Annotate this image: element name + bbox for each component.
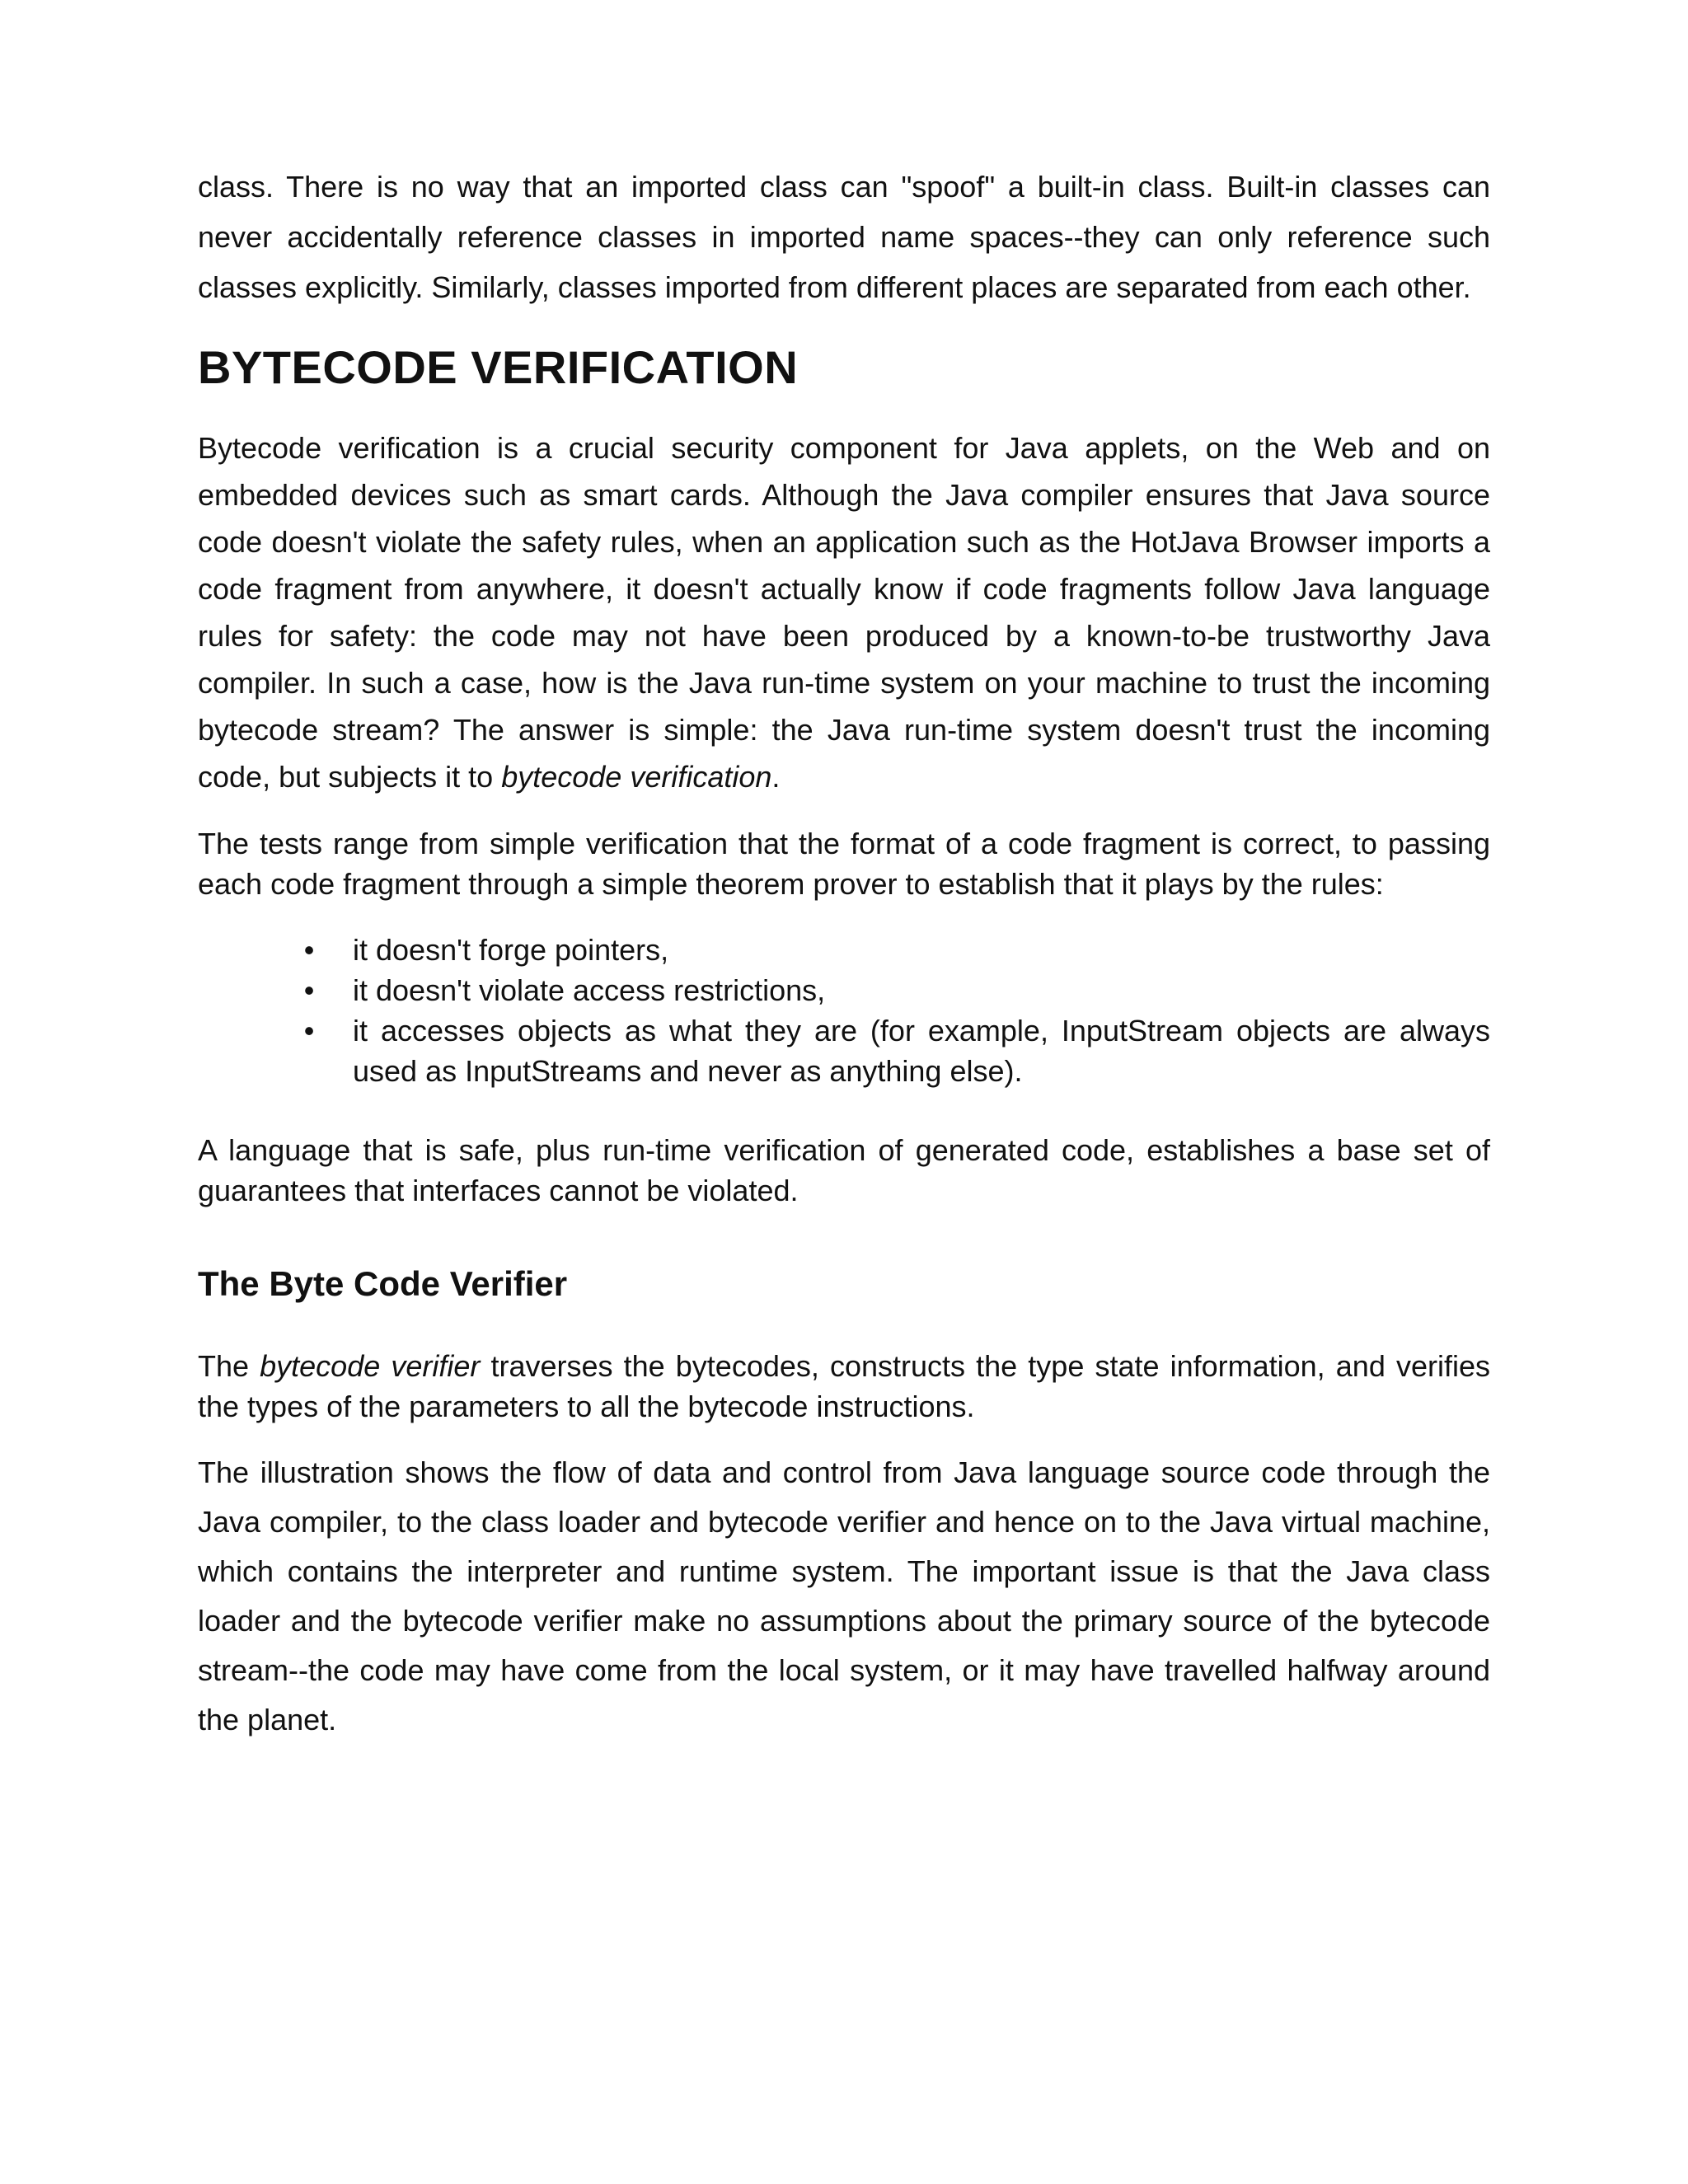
illustration-paragraph: The illustration shows the flow of data and control from Java language source code through the Java compiler, to the class loader and bytecode verifier and hence on to the Java virtual machine, which contains the interpreter and runtime system. The important issue is that the Java class loader and the bytecode verifier make no assumptions about the primary source of the bytecode stream--the code may have come from the local system, or it may have travelled halfway around the planet. — [198, 1455, 1490, 1736]
bytecode-paragraph-text: Bytecode verification is a crucial security component for Java applets, on the Web and on embedded devices such as smart cards. Although the Java compiler ensures that Java source code doesn't violate the safety rules, when an application such as the HotJava Browser imports a code fragment from anywhere, it doesn't actually know if code fragments follow Java language rules for safety: the code may not have been produced by a known-to-be trustworthy Java compiler. In such a case, how is the Java run-time system on your machine to trust the incoming bytecode stream? The answer is simple: the Java run-time system doesn't trust the incoming code, but subjects it to — [198, 431, 1490, 794]
verifier-paragraph — [198, 1346, 1490, 1427]
section-heading: BYTECODE VERIFICATION — [198, 341, 799, 393]
page-content — [198, 162, 1490, 1745]
bytecode-paragraph-emphasis: bytecode verification — [501, 760, 772, 794]
language-paragraph: A language that is safe, plus run-time verification of generated code, establishes a base set of guarantees that interfaces cannot be violated. — [198, 1133, 1490, 1207]
rule-text: it doesn't forge pointers, — [353, 933, 669, 967]
bullet-icon: • — [303, 1014, 315, 1047]
bytecode-verification-paragraph — [198, 424, 1490, 800]
rules-list — [198, 930, 1490, 1091]
list-item — [198, 970, 1490, 1010]
rule-text: it doesn't violate access restrictions, — [353, 973, 826, 1007]
list-item — [198, 1010, 1490, 1091]
list-item — [198, 930, 1490, 970]
verifier-paragraph-start: The — [198, 1349, 260, 1383]
subheading: The Byte Code Verifier — [198, 1264, 568, 1303]
intro-paragraph: class. There is no way that an imported class can "spoof" a built-in class. Built-in classes can never accidentally reference classes in imported name spaces--they can only reference such classes explicitly. Similarly, classes imported from different places are separated from each other. — [198, 170, 1490, 304]
rule-text: it accesses objects as what they are (for example, InputStream objects are always used as InputStreams and never as anything else). — [353, 1014, 1490, 1088]
bullet-icon: • — [303, 933, 315, 967]
bullet-icon: • — [303, 973, 315, 1007]
tests-paragraph: The tests range from simple verification that the format of a code fragment is correct, to passing each code fragment through a simple theorem prover to establish that it plays by the rules: — [198, 827, 1490, 901]
bytecode-paragraph-end: . — [771, 760, 781, 794]
verifier-paragraph-rest: traverses the bytecodes, constructs the type state information, and verifies the types of the parameters to all the bytecode instructions. — [198, 1349, 1490, 1423]
verifier-paragraph-emphasis: bytecode verifier — [260, 1349, 481, 1383]
